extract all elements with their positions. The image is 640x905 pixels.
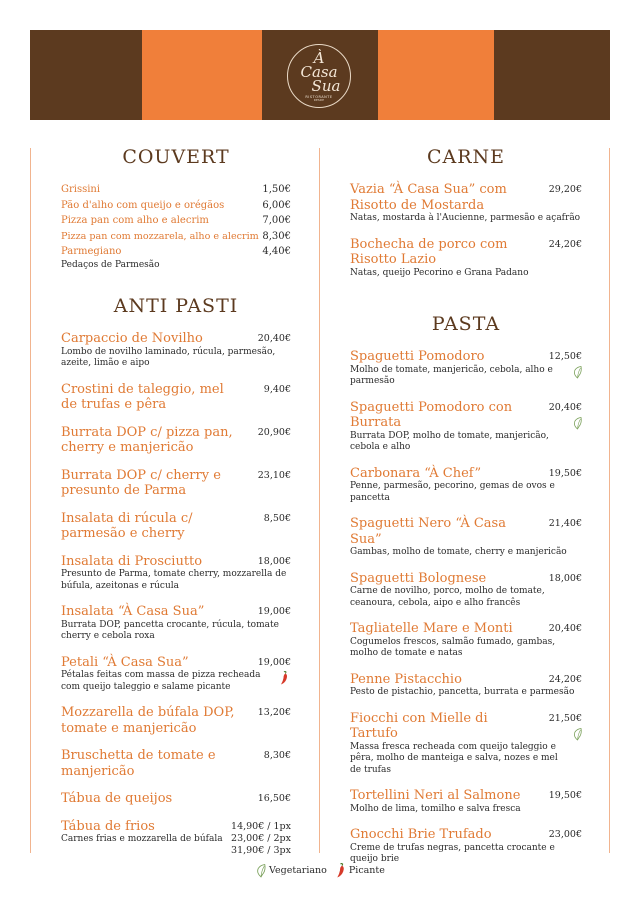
menu-item xyxy=(350,237,582,280)
menu-item xyxy=(61,213,291,229)
item-price: 14,90€ / 1px xyxy=(231,820,291,832)
item-name: Tábua de frios xyxy=(61,818,155,834)
item-description: Pesto de pistachio, pancetta, burrata e parmesão xyxy=(350,687,575,697)
item-name: Tábua de queijos xyxy=(61,791,173,806)
menu-item xyxy=(61,331,291,370)
item-description: Carnes frias e mozzarella de búfala xyxy=(61,834,223,844)
menu-item xyxy=(61,382,291,413)
item-price: 20,40€ xyxy=(257,333,291,344)
item-price: 20,40€ xyxy=(548,401,582,413)
couvert-title: COUVERT xyxy=(122,146,230,168)
carne-title: CARNE xyxy=(426,146,506,168)
item-price: 21,50€ xyxy=(548,712,582,724)
item-price: 4,40€ xyxy=(262,246,291,257)
band-block xyxy=(142,30,262,120)
left-column xyxy=(61,146,291,858)
item-price: 21,40€ xyxy=(548,518,582,529)
item-description: Presunto de Parma, tomate cherry, mozzarella de búfula, azeitonas e rúcula xyxy=(61,569,287,591)
chili-pepper-icon xyxy=(335,863,346,878)
item-description: Burrata DOP, pancetta crocante, rúcula, tomate cherry e cebola roxa xyxy=(61,619,279,641)
item-name: Grissini xyxy=(61,184,101,195)
item-description: Molho de lima, tomilho e salva fresca xyxy=(350,803,521,814)
left-border xyxy=(30,148,31,853)
menu-item xyxy=(61,554,291,593)
item-price: 23,10€ xyxy=(257,469,291,481)
item-name: Spaguetti Pomodoro xyxy=(350,349,485,364)
item-name: Bochecha de porco com Risotto Lazio xyxy=(350,236,508,267)
leaf-icon xyxy=(573,366,582,379)
item-name: Insalata di Prosciutto xyxy=(61,553,203,569)
menu-item xyxy=(61,198,291,214)
item-description: Penne, parmesão, pecorino, gemas de ovos e pancetta xyxy=(350,481,555,503)
menu-item xyxy=(350,400,582,454)
item-price: 24,20€ xyxy=(548,238,582,250)
legend xyxy=(256,863,385,878)
item-name: Bruschetta de tomate e manjericão xyxy=(61,748,216,779)
item-description: Pedaços de Parmesão xyxy=(61,259,160,270)
item-price: 8,30€ xyxy=(262,230,291,242)
item-name: Tagliatelle Mare e Monti xyxy=(350,621,513,636)
item-price: 7,00€ xyxy=(262,215,291,226)
item-price: 16,50€ xyxy=(257,793,291,804)
menu-item xyxy=(61,244,291,260)
menu-item xyxy=(61,818,291,856)
menu-item xyxy=(350,711,582,777)
logo-text: Casa xyxy=(300,62,338,81)
item-price: 20,90€ xyxy=(257,426,291,438)
right-column xyxy=(350,146,582,878)
menu-item xyxy=(61,604,291,643)
item-name: Burrata DOP c/ pizza pan, cherry e manjericão xyxy=(61,424,233,455)
item-price: 23,00€ xyxy=(548,829,582,840)
item-name: Penne Pistacchio xyxy=(350,671,462,687)
menu-item xyxy=(350,182,582,225)
item-price: 12,50€ xyxy=(548,351,582,362)
item-price: 23,00€ / 2px xyxy=(231,832,291,844)
leaf-icon xyxy=(573,728,582,741)
menu-item xyxy=(350,571,582,610)
item-name: Carbonara “À Chef” xyxy=(350,465,482,481)
item-name: Pão d'alho com queijo e orégãos xyxy=(61,199,225,211)
menu-item xyxy=(61,791,291,807)
item-price: 24,20€ xyxy=(548,673,582,685)
item-price-list xyxy=(231,821,291,857)
item-name: Spaguetti Nero “À Casa Sua” xyxy=(350,516,506,547)
item-description: Pétalas feitas com massa de pizza recheada com queijo taleggio e salame picante xyxy=(61,670,261,692)
item-description: Burrata DOP, molho de tomate, manjericão, cebola e alho xyxy=(350,430,549,452)
menu-item xyxy=(61,705,291,736)
menu-item xyxy=(61,655,291,694)
restaurant-logo xyxy=(287,44,351,108)
logo-tagline: DESDE xyxy=(313,98,325,102)
item-name: Crostini de taleggio, mel de trufas e pêra xyxy=(61,381,224,412)
item-name: Pizza pan com mozzarela, alho e alecrim xyxy=(61,230,259,242)
menu-item xyxy=(61,468,291,499)
menu-item xyxy=(350,827,582,866)
item-price: 8,50€ xyxy=(263,512,291,524)
menu-item xyxy=(350,672,582,699)
item-price: 8,30€ xyxy=(263,750,291,761)
menu-item xyxy=(61,182,291,198)
item-name: Spaguetti Bolognese xyxy=(350,570,487,586)
item-description: Cogumelos frescos, salmão fumado, gambas, molho de tomate e natas xyxy=(350,636,556,658)
item-price: 18,00€ xyxy=(548,572,582,584)
menu-item xyxy=(350,621,582,660)
leaf-icon xyxy=(573,417,582,430)
item-description: Carne de novilho, porco, molho de tomate, ceanoura, cebola, aipo e alho francês xyxy=(350,586,545,608)
item-price: 18,00€ xyxy=(257,555,291,567)
item-price: 29,20€ xyxy=(548,184,582,195)
menu-item xyxy=(350,349,582,388)
menu-item xyxy=(61,748,291,779)
item-description: Gambas, molho de tomate, cherry e manjericão xyxy=(350,547,567,557)
item-name: Gnocchi Brie Trufado xyxy=(350,827,492,842)
band-block xyxy=(30,30,142,120)
logo-text: À xyxy=(313,48,325,67)
item-name: Insalata “À Casa Sua” xyxy=(61,604,205,619)
logo-tagline: RISTORANTE xyxy=(305,94,333,99)
item-price: 19,50€ xyxy=(548,790,582,801)
couvert-list xyxy=(61,182,291,271)
legend-vegetarian-label: Vegetariano xyxy=(269,865,327,876)
item-price: 9,40€ xyxy=(263,383,291,395)
item-description: Natas, queijo Pecorino e Grana Padano xyxy=(350,267,529,278)
menu-item xyxy=(61,229,291,245)
item-name: Burrata DOP c/ cherry e presunto de Parma xyxy=(61,467,221,498)
item-name: Insalata di rúcula c/ parmesão e cherry xyxy=(61,510,193,541)
item-description: Natas, mostarda à l'Aucienne, parmesão e açafrão xyxy=(350,213,581,223)
menu-item xyxy=(61,425,291,456)
leaf-icon xyxy=(256,864,266,878)
column-divider xyxy=(319,148,320,853)
menu-item xyxy=(61,511,291,542)
item-price: 1,50€ xyxy=(262,184,291,195)
menu-item xyxy=(350,466,582,505)
item-name: Vazia “À Casa Sua” com Risotto de Mostarda xyxy=(350,182,507,213)
item-price: 31,90€ / 3px xyxy=(231,844,291,856)
item-price: 19,00€ xyxy=(257,656,291,668)
item-price: 19,50€ xyxy=(548,467,582,479)
pasta-title: PASTA xyxy=(431,313,501,335)
legend-spicy-label: Picante xyxy=(348,865,385,876)
antipasti-title: ANTI PASTI xyxy=(113,295,239,317)
item-name: Parmegiano xyxy=(61,246,122,257)
item-name: Spaguetti Pomodoro con Burrata xyxy=(350,399,513,430)
item-description: Creme de trufas negras, pancetta crocante e queijo brie xyxy=(350,842,555,864)
item-name: Mozzarella de búfala DOP, tomate e manjericão xyxy=(61,705,235,736)
item-name: Fiocchi con Mielle di Tartufo xyxy=(350,710,488,741)
item-price: 13,20€ xyxy=(257,707,291,718)
band-block xyxy=(494,30,610,120)
item-description: Molho de tomate, manjericão, cebola, alho e parmesão xyxy=(350,364,553,386)
chili-pepper-icon xyxy=(279,671,289,685)
menu-item xyxy=(350,788,582,815)
item-price: 6,00€ xyxy=(262,199,291,211)
item-description: Lombo de novilho laminado, rúcula, parmesão, azeite, limão e aipo xyxy=(61,346,276,368)
item-price: 19,00€ xyxy=(257,606,291,617)
item-price: 20,40€ xyxy=(548,623,582,634)
item-name: Tortellini Neri al Salmone xyxy=(350,788,521,803)
item-name: Pizza pan com alho e alecrim xyxy=(61,215,209,226)
item-description: Massa fresca recheada com queijo taleggio e pêra, molho de manteiga e salva, nozes e mel de trufas xyxy=(350,741,558,775)
band-block xyxy=(378,30,494,120)
logo-text: Sua xyxy=(311,76,341,95)
item-name: Petali “À Casa Sua” xyxy=(61,654,189,670)
item-name: Carpaccio de Novilho xyxy=(61,331,203,346)
right-border xyxy=(609,148,610,853)
menu-item xyxy=(350,516,582,559)
